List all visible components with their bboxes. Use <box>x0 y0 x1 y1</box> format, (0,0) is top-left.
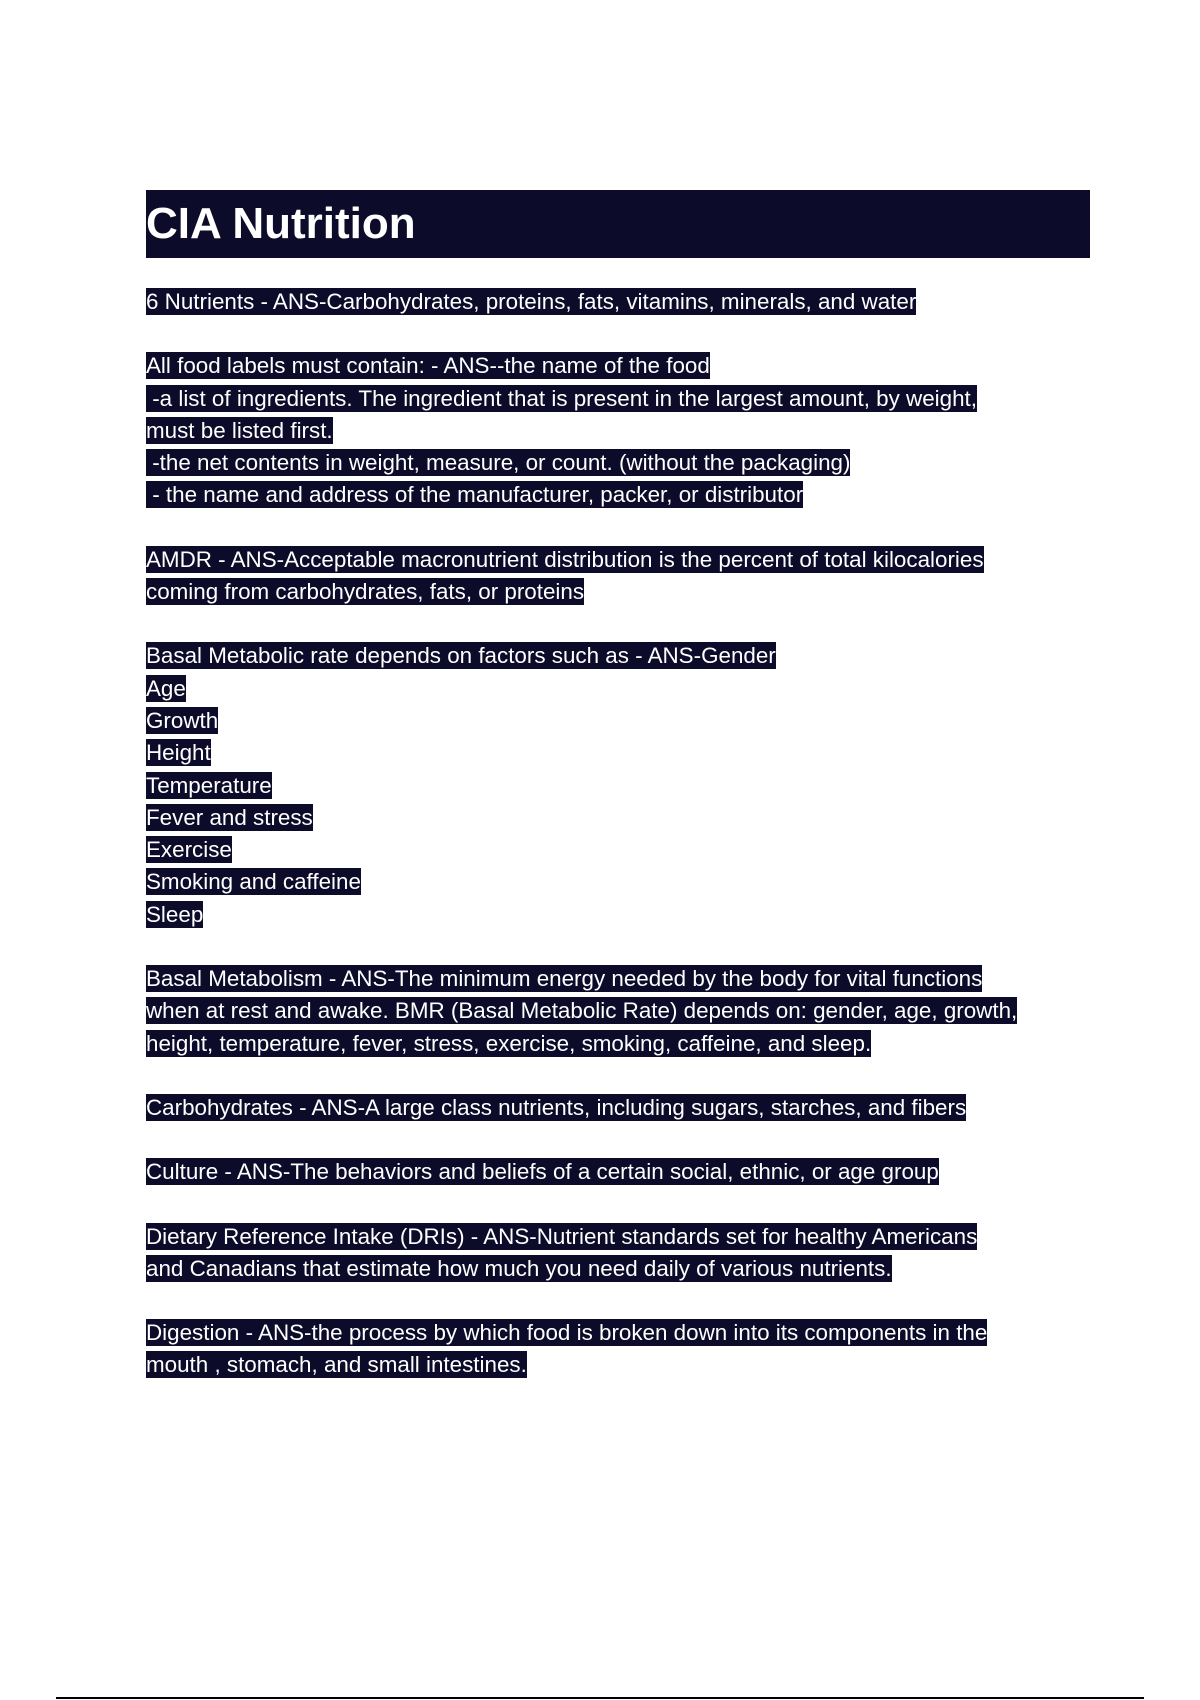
entry-line <box>146 899 1090 931</box>
entry-line <box>146 995 1090 1027</box>
document-title: CIA Nutrition <box>146 199 416 248</box>
entry-line-text: -the net contents in weight, measure, or count. (without the packaging) <box>146 450 851 476</box>
entry-line-text: AMDR - ANS-Acceptable macronutrient distribution is the percent of total kilocalories <box>146 546 984 572</box>
entry-line-text: Culture - ANS-The behaviors and beliefs of a certain social, ethnic, or age group <box>146 1159 939 1185</box>
entry-line <box>146 705 1090 737</box>
entry-line <box>146 834 1090 866</box>
entry-dietary-reference-intake <box>146 1221 1090 1286</box>
entry-line <box>146 1253 1090 1285</box>
entry-line <box>146 737 1090 769</box>
title-bar <box>146 190 1090 258</box>
entry-line <box>146 544 1090 576</box>
entry-6-nutrients <box>146 286 1090 318</box>
footer-divider <box>56 1697 1144 1699</box>
entry-line-text: - the name and address of the manufacturer, packer, or distributor <box>146 482 804 508</box>
entry-line-text: height, temperature, fever, stress, exercise, smoking, caffeine, and sleep. <box>146 1030 872 1056</box>
entry-line-text: Fever and stress <box>146 804 313 830</box>
entry-line-text: Dietary Reference Intake (DRIs) - ANS-Nutrient standards set for healthy Americans <box>146 1223 978 1249</box>
entry-line <box>146 447 1090 479</box>
entry-line-text: and Canadians that estimate how much you need daily of various nutrients. <box>146 1255 892 1281</box>
entry-line <box>146 350 1090 382</box>
entry-line <box>146 1156 1090 1188</box>
entry-line <box>146 479 1090 511</box>
entry-line-text: 6 Nutrients - ANS-Carbohydrates, proteins, fats, vitamins, minerals, and water <box>146 289 917 314</box>
entry-line-text: -a list of ingredients. The ingredient that is present in the largest amount, by weight, <box>146 385 977 411</box>
entry-line-text: mouth , stomach, and small intestines. <box>146 1352 527 1378</box>
entry-line-text: Temperature <box>146 772 272 798</box>
entry-culture <box>146 1156 1090 1188</box>
entry-line <box>146 1349 1090 1381</box>
entry-line <box>146 1028 1090 1060</box>
entry-line-text: coming from carbohydrates, fats, or proteins <box>146 579 585 605</box>
entry-line <box>146 286 1090 318</box>
entry-line <box>146 770 1090 802</box>
entry-line-text: Digestion - ANS-the process by which food is broken down into its components in the <box>146 1320 988 1346</box>
entry-basal-metabolism <box>146 963 1090 1060</box>
entry-line-text: Carbohydrates - ANS-A large class nutrients, including sugars, starches, and fibers <box>146 1094 967 1120</box>
entry-line-text: Growth <box>146 707 219 733</box>
entry-carbohydrates <box>146 1092 1090 1124</box>
entry-line <box>146 640 1090 672</box>
entry-food-labels <box>146 350 1090 511</box>
entry-line-text: Sleep <box>146 901 204 927</box>
entry-line <box>146 383 1090 415</box>
entry-line <box>146 1092 1090 1124</box>
entry-line-text: All food labels must contain: - ANS--the name of the food <box>146 353 710 379</box>
entry-line-text: Age <box>146 675 186 701</box>
entry-line <box>146 802 1090 834</box>
entry-line <box>146 1221 1090 1253</box>
entry-amdr <box>146 544 1090 609</box>
entry-line <box>146 963 1090 995</box>
entry-line-text: Basal Metabolic rate depends on factors such as - ANS-Gender <box>146 643 776 669</box>
entry-list <box>146 286 1090 1382</box>
document-page <box>146 190 1090 1414</box>
entry-line-text: Exercise <box>146 837 232 863</box>
entry-digestion <box>146 1317 1090 1382</box>
entry-line <box>146 866 1090 898</box>
entry-basal-metabolic-rate <box>146 640 1090 931</box>
entry-line <box>146 576 1090 608</box>
entry-line-text: must be listed first. <box>146 417 333 443</box>
entry-line <box>146 1317 1090 1349</box>
entry-line-text: Smoking and caffeine <box>146 869 361 895</box>
entry-line-text: Basal Metabolism - ANS-The minimum energy needed by the body for vital functions <box>146 966 983 992</box>
entry-line <box>146 673 1090 705</box>
entry-line <box>146 415 1090 447</box>
entry-line-text: when at rest and awake. BMR (Basal Metabolic Rate) depends on: gender, age, growth, <box>146 998 1018 1024</box>
entry-line-text: Height <box>146 740 211 766</box>
